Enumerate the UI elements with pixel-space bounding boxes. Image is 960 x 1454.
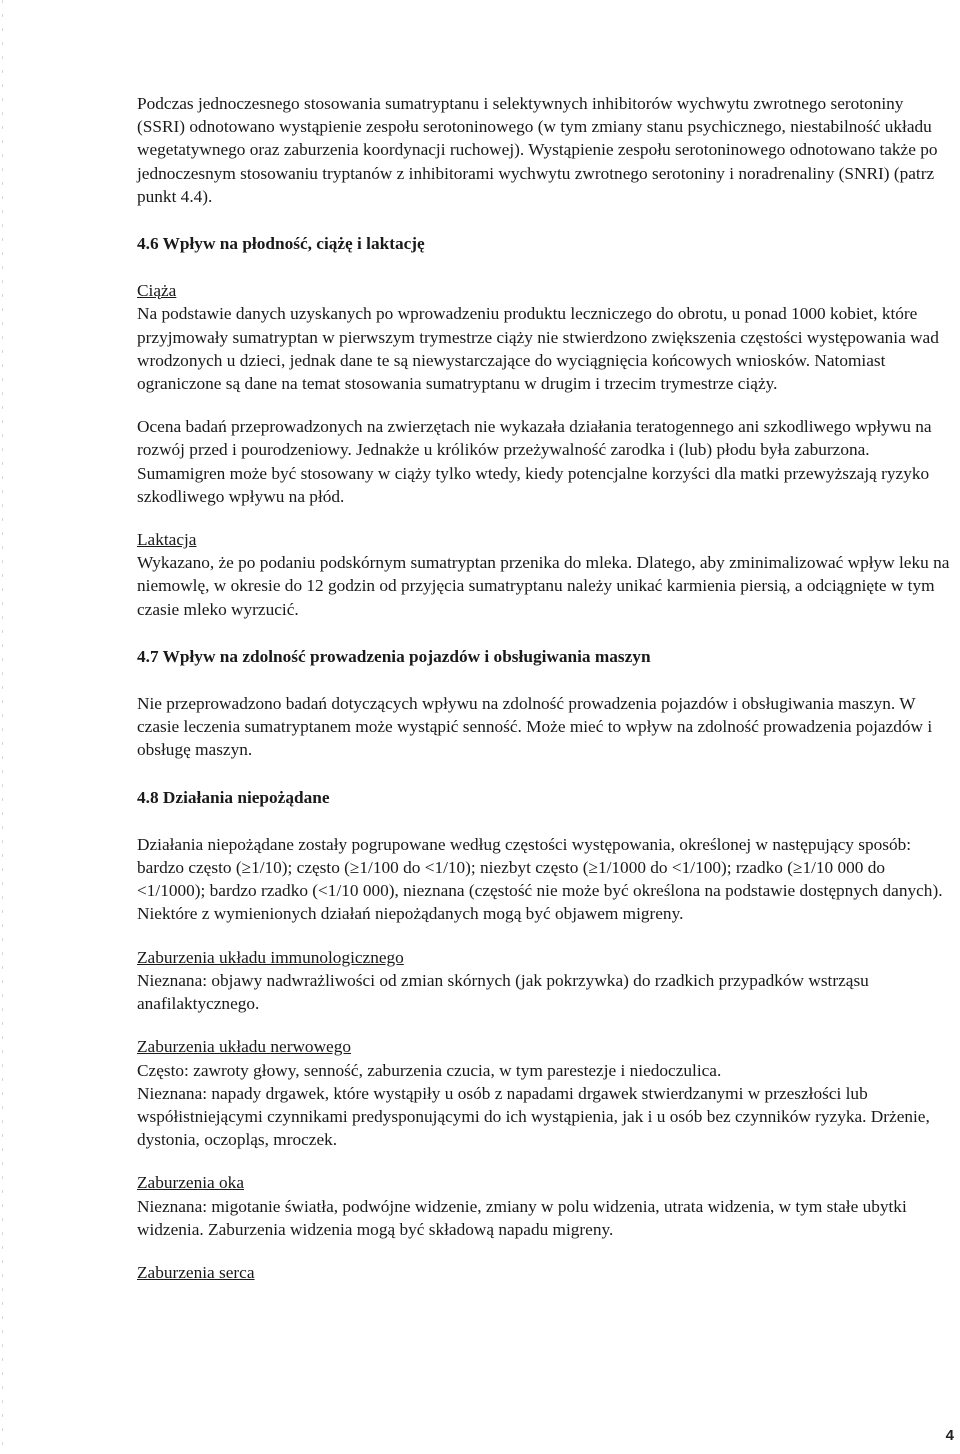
pregnancy-subheading: Ciąża: [137, 281, 177, 301]
nervous-disorders-paragraph-1: Często: zawroty głowy, senność, zaburzenia czucia, w tym parestezje i niedoczulica.: [137, 1060, 722, 1080]
section-4-6-heading: 4.6 Wpływ na płodność, ciążę i laktację: [137, 234, 425, 254]
eye-disorders-paragraph: Nieznana: migotanie światła, podwójne widzenie, zmiany w polu widzenia, utrata widzenia, w tym stałe ubytki widzenia. Zaburzenia widzenia mogą być składową napadu migreny.: [137, 1196, 907, 1239]
lactation-subheading: Laktacja: [137, 530, 197, 550]
section-4-7-heading: 4.7 Wpływ na zdolność prowadzenia pojazdów i obsługiwania maszyn: [137, 646, 651, 666]
nervous-disorders-paragraph-2: Nieznana: napady drgawek, które wystąpiły u osób z napadami drgawek stwierdzanymi w przeszłości lub współistniejącymi czynnikami predysponującymi do ich wystąpienia, jak i u osób bez czynników ryzyka. Drżenie, dystonia, oczopląs, mroczek.: [137, 1083, 930, 1150]
scan-edge-artifact: [2, 0, 3, 1454]
immune-disorders-paragraph: Nieznana: objawy nadwrażliwości od zmian skórnych (jak pokrzywka) do rzadkich przypadków wstrząsu anafilaktycznego.: [137, 970, 869, 1014]
driving-paragraph: Nie przeprowadzono badań dotyczących wpływu na zdolność prowadzenia pojazdów i obsługiwania maszyn. W czasie leczenia sumatryptanem może wystąpić senność. Może mieć to wpływ na zdolność prowadzenia pojazdów i obsługę maszyn.: [137, 694, 933, 760]
adverse-effects-intro: Działania niepożądane zostały pogrupowane według częstości występowania, określonej w następujący sposób: bardzo często (≥1/10); często (≥1/100 do <1/10); niezbyt często (≥1/1000 do <1/100); rzadko (≥1/10 000 do <1/1000); bardzo rzadko (<1/10 000), nieznana (częstość nie może być określona na podstawie dostępnych danych). Niektóre z wymienionych działań niepożądanych mogą być objawem migreny.: [137, 834, 943, 924]
page-content: [137, 92, 953, 1284]
pregnancy-paragraph-2: Ocena badań przeprowadzonych na zwierzętach nie wykazała działania teratogennego ani szkodliwego wpływu na rozwój przed i pourodzeniowy. Jednakże u królików przeżywalność zarodka i (lub) płodu była zaburzona.: [137, 417, 932, 460]
interaction-paragraph: Podczas jednoczesnego stosowania sumatryptanu i selektywnych inhibitorów wychwytu zwrotnego serotoniny (SSRI) odnotowano wystąpienie zespołu serotoninowego (w tym zmiany stanu psychicznego, niestabilność układu wegetatywnego oraz zaburzenia koordynacji ruchowej). Wystąpienie zespołu serotoninowego odnotowano także po jednoczesnym stosowaniu tryptanów z inhibitorami wychwytu zwrotnego serotoniny i noradrenaliny (SNRI) (patrz punkt 4.4).: [137, 94, 938, 206]
section-4-8-heading: 4.8 Działania niepożądane: [137, 787, 330, 807]
cardiac-disorders-subheading: Zaburzenia serca: [137, 1262, 255, 1282]
pregnancy-paragraph-1: Na podstawie danych uzyskanych po wprowadzeniu produktu leczniczego do obrotu, u ponad 1000 kobiet, które przyjmowały sumatryptan w pierwszym trymestrze ciąży nie stwierdzono zwiększenia częstości występowania wad wrodzonych u dzieci, jednak dane te są niewystarczające do wyciągnięcia końcowych wniosków. Natomiast ograniczone są dane na temat stosowania sumatryptanu w drugim i trzecim trymestrze ciąży.: [137, 304, 939, 394]
page-number: 4: [945, 1427, 954, 1444]
pregnancy-paragraph-3: Sumamigren może być stosowany w ciąży tylko wtedy, kiedy potencjalne korzyści dla matki przewyższają ryzyko szkodliwego wpływu na płód.: [137, 463, 930, 506]
eye-disorders-subheading: Zaburzenia oka: [137, 1173, 244, 1193]
nervous-disorders-subheading: Zaburzenia układu nerwowego: [137, 1037, 352, 1057]
lactation-paragraph: Wykazano, że po podaniu podskórnym sumatryptan przenika do mleka. Dlatego, aby zminimalizować wpływ leku na niemowlę, w okresie do 12 godzin od przyjęcia sumatryptanu należy unikać karmienia piersią, a odciągnięte w tym czasie mleko wyrzucić.: [137, 553, 950, 619]
immune-disorders-subheading: Zaburzenia układu immunologicznego: [137, 947, 404, 967]
